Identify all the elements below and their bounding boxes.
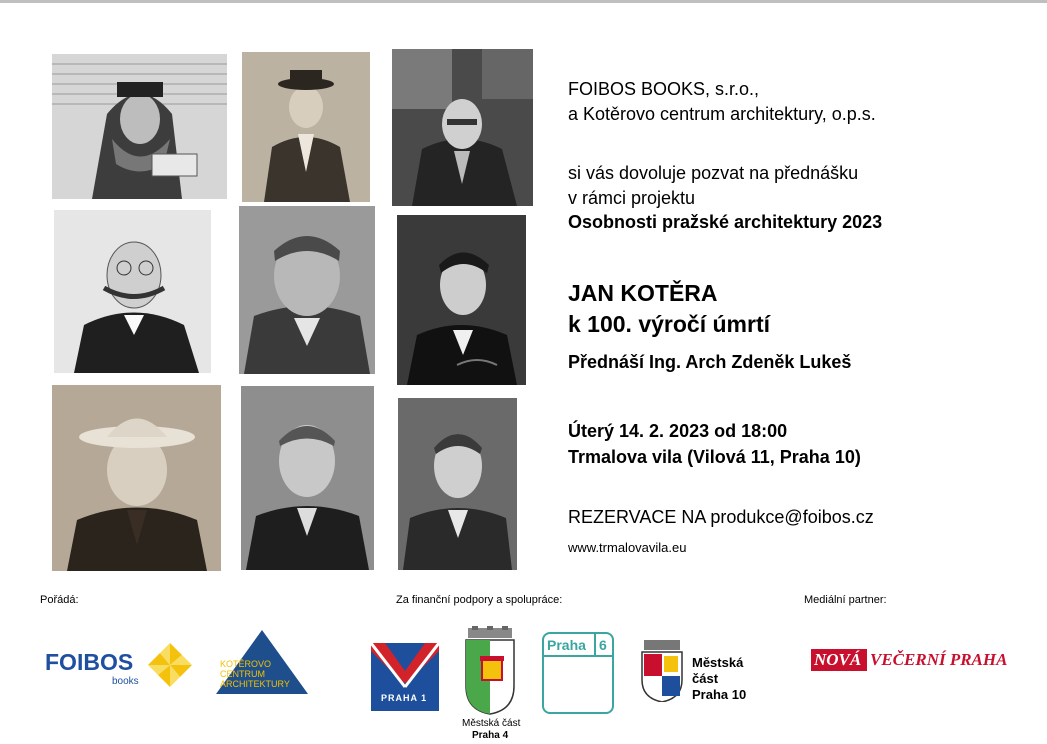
- invite-line-2: v rámci projektu: [568, 188, 696, 208]
- lecture-title-line-2: k 100. výročí úmrtí: [568, 311, 770, 337]
- pinwheel-icon: [146, 641, 194, 689]
- website-link[interactable]: www.trmalovavila.eu: [568, 540, 687, 555]
- portrait-9: [398, 398, 517, 570]
- portrait-5: [239, 206, 375, 374]
- praha10-line-2: část: [692, 671, 719, 686]
- project-name: Osobnosti pražské architektury 2023: [568, 212, 883, 232]
- vp-rest-text: VEČERNÍ PRAHA: [870, 650, 1008, 669]
- portrait-6: [397, 215, 526, 385]
- lecturer: Přednáší Ing. Arch Zdeněk Lukeš: [568, 352, 852, 372]
- invite-line-1: si vás dovoluje pozvat na přednášku: [568, 163, 859, 183]
- organizer-line-1: FOIBOS BOOKS, s.r.o.,: [568, 79, 760, 99]
- event-venue: Trmalova vila (Vilová 11, Praha 10): [568, 447, 861, 467]
- praha1-label: PRAHA 1: [381, 693, 428, 703]
- event-date: Úterý 14. 2. 2023 od 18:00: [568, 421, 788, 441]
- lecture-title-line-1: JAN KOTĚRA: [568, 280, 718, 306]
- praha6-divider: [594, 634, 596, 656]
- praha10-line-3: Praha 10: [692, 687, 747, 702]
- foibos-logo-text: FOIBOS: [45, 649, 134, 675]
- portrait-2: [242, 52, 370, 202]
- koterovo-line-2: CENTRUM: [220, 669, 265, 679]
- top-border: [0, 0, 1047, 3]
- foibos-logo-sub: books: [112, 676, 139, 687]
- portrait-3: [392, 49, 533, 206]
- vp-nova-text: NOVÁ: [814, 650, 862, 669]
- praha4-line-1: Městská část: [462, 718, 521, 729]
- portrait-4: [54, 210, 211, 373]
- crest-icon: [462, 626, 518, 716]
- crest-icon: [638, 640, 686, 702]
- praha6-label: Praha: [547, 637, 586, 653]
- reservation-line: REZERVACE NA produkce@foibos.cz: [568, 507, 874, 527]
- portrait-8: [241, 386, 374, 570]
- koterovo-line-3: ARCHITEKTURY: [220, 679, 290, 689]
- organizer-label: Pořádá:: [40, 594, 79, 606]
- koterovo-line-1: KOTĚROVO: [220, 659, 272, 669]
- media-label: Mediální partner:: [804, 594, 887, 606]
- praha10-line-1: Městská: [692, 655, 744, 670]
- praha6-underline: [544, 655, 612, 657]
- praha4-line-2: Praha 4: [472, 730, 509, 741]
- portrait-7: [52, 385, 221, 571]
- praha6-number: 6: [599, 637, 607, 653]
- organizer-line-2: a Kotěrovo centrum architektury, o.p.s.: [568, 104, 876, 124]
- portrait-1: [52, 54, 227, 199]
- support-label: Za finanční podpory a spolupráce:: [396, 594, 563, 606]
